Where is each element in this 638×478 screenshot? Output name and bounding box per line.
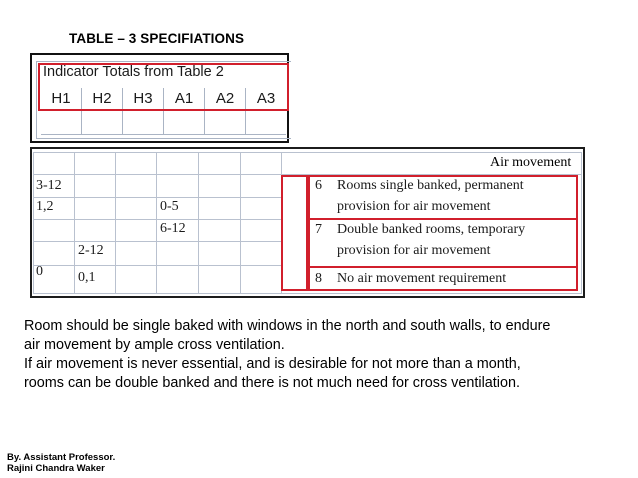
description-line: rooms can be double banked and there is not much need for cross ventilation.: [24, 375, 520, 391]
author-credit: [7, 452, 115, 474]
spec-text: provision for air movement: [337, 243, 491, 258]
grid-line: [156, 152, 157, 294]
indicator-header-h2: H2: [82, 88, 123, 110]
indicator-value-cell: [205, 111, 246, 135]
grid-line: [198, 152, 199, 294]
cell-value: 2-12: [78, 243, 104, 258]
indicator-value-cell: [246, 111, 286, 135]
indicator-header-h3: H3: [123, 88, 164, 110]
indicator-header-a2: A2: [205, 88, 246, 110]
slide-title: TABLE – 3 SPECIFIATIONS: [69, 31, 245, 46]
grid-line: [115, 152, 116, 294]
spec-separator: [308, 218, 578, 220]
indicator-header-a3: A3: [256, 90, 276, 107]
grid-line: [33, 197, 282, 198]
cell-value: 3-12: [36, 178, 62, 193]
credit-line: By. Assistant Professor.: [7, 452, 116, 463]
grid-line: [74, 152, 75, 294]
indicator-value-row: [41, 111, 286, 135]
spec-number-column: [281, 175, 308, 291]
cell-value: 0,1: [78, 270, 96, 285]
spec-text: No air movement requirement: [337, 271, 507, 286]
cell-value: 0: [36, 264, 43, 279]
indicator-header-h1: H1: [41, 88, 82, 110]
cell-value: 6-12: [160, 221, 186, 236]
grid-line: [33, 265, 282, 266]
air-table-title: Air movement: [490, 155, 572, 170]
cell-value: 1,2: [36, 199, 54, 214]
indicator-value-cell: [82, 111, 123, 135]
indicator-value-cell: [41, 111, 82, 135]
indicator-table-caption: Indicator Totals from Table 2: [43, 64, 224, 80]
spec-separator: [308, 266, 578, 268]
grid-line: [240, 152, 241, 294]
cell-value: 0-5: [160, 199, 179, 214]
indicator-header-a1: A1: [164, 88, 205, 110]
spec-text: Rooms single banked, permanent: [337, 178, 524, 193]
grid-line: [33, 219, 282, 220]
credit-line: Rajini Chandra Waker: [7, 463, 105, 474]
spec-number: 8: [315, 271, 322, 286]
spec-number: 7: [315, 222, 322, 237]
grid-line: [33, 241, 282, 242]
description-paragraph: [24, 317, 624, 393]
spec-text: Double banked rooms, temporary: [337, 222, 526, 237]
description-line: air movement by ample cross ventilation.: [24, 337, 285, 353]
indicator-highlight: [38, 63, 289, 111]
spec-number: 6: [315, 178, 322, 193]
indicator-value-cell: [123, 111, 164, 135]
spec-text: provision for air movement: [337, 199, 491, 214]
description-line: If air movement is never essential, and is desirable for not more than a month,: [24, 356, 521, 372]
description-line: Room should be single baked with windows in the north and south walls, to endure: [24, 318, 551, 334]
indicator-value-cell: [164, 111, 205, 135]
